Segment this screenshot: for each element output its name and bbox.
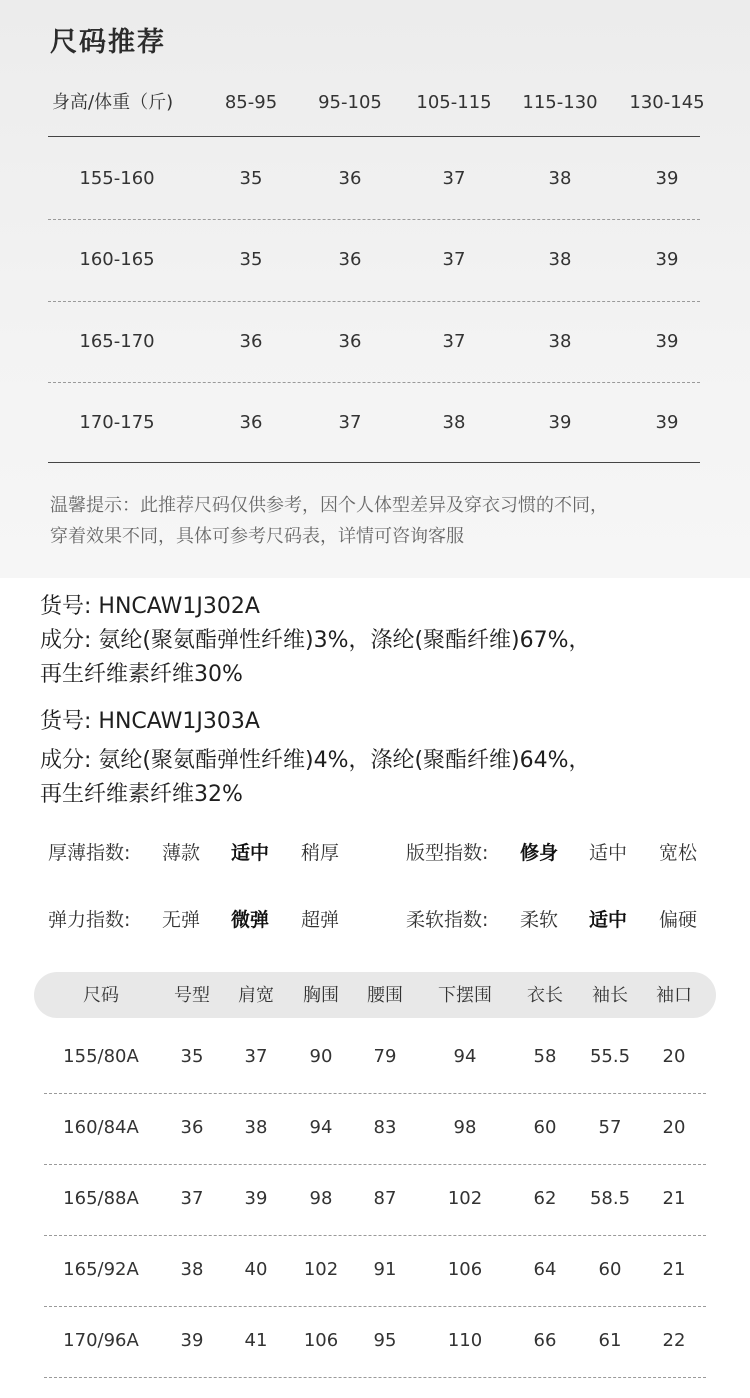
elasticity-option: 无弹 xyxy=(162,909,201,931)
row-divider xyxy=(44,1377,706,1378)
size-cell: 39 xyxy=(655,168,679,189)
corner-header: 身高/体重（斤) xyxy=(52,92,174,113)
spec-header-cell: 腰围 xyxy=(367,985,403,1006)
section-title: 尺码推荐 xyxy=(50,27,166,58)
composition-line: 再生纤维素纤维30% xyxy=(40,662,243,687)
softness-option: 柔软 xyxy=(520,909,559,931)
softness-option-selected: 适中 xyxy=(589,909,628,931)
spec-header-cell: 衣长 xyxy=(527,985,563,1006)
size-tip xyxy=(50,490,710,552)
weight-range-header: 115-130 xyxy=(522,92,598,113)
spec-cell: 20 xyxy=(662,1046,686,1067)
spec-cell: 170/96A xyxy=(63,1330,139,1351)
spec-header-cell: 袖长 xyxy=(592,985,628,1006)
spec-cell: 106 xyxy=(303,1330,339,1351)
sku-line: 货号: HNCAW1J302A xyxy=(40,594,260,619)
spec-cell: 58.5 xyxy=(589,1188,631,1209)
size-cell: 39 xyxy=(655,412,679,433)
size-cell: 39 xyxy=(548,412,572,433)
size-cell: 37 xyxy=(442,249,466,270)
weight-range-header: 85-95 xyxy=(224,92,278,113)
weight-range-header: 130-145 xyxy=(629,92,705,113)
fit-index-label: 版型指数: xyxy=(406,842,489,864)
size-tip-line: 穿着效果不同，具体可参考尺码表，详情可咨询客服 xyxy=(50,526,464,547)
spec-cell: 35 xyxy=(180,1046,204,1067)
spec-header-cell: 号型 xyxy=(174,985,210,1006)
row-divider xyxy=(44,1164,706,1165)
spec-header-cell: 下摆围 xyxy=(438,985,492,1006)
spec-header-cell: 袖口 xyxy=(656,985,692,1006)
composition-line: 成分: 氨纶(聚氨酯弹性纤维)4%，涤纶(聚酯纤维)64%， xyxy=(40,748,591,773)
row-divider xyxy=(44,1306,706,1307)
spec-cell: 37 xyxy=(244,1046,268,1067)
spec-cell: 58 xyxy=(533,1046,557,1067)
spec-cell: 98 xyxy=(453,1117,477,1138)
size-cell: 36 xyxy=(338,168,362,189)
spec-cell: 37 xyxy=(180,1188,204,1209)
row-divider xyxy=(44,1093,706,1094)
size-cell: 36 xyxy=(239,331,263,352)
table-bottom-border xyxy=(48,462,700,463)
spec-cell: 102 xyxy=(447,1188,483,1209)
spec-cell: 60 xyxy=(533,1117,557,1138)
spec-header-cell: 肩宽 xyxy=(238,985,274,1006)
size-cell: 36 xyxy=(338,249,362,270)
elasticity-index-label: 弹力指数: xyxy=(48,909,131,931)
size-cell: 37 xyxy=(442,168,466,189)
spec-cell: 38 xyxy=(180,1259,204,1280)
spec-cell: 55.5 xyxy=(589,1046,631,1067)
row-divider xyxy=(48,301,700,302)
spec-cell: 22 xyxy=(662,1330,686,1351)
size-cell: 36 xyxy=(239,412,263,433)
size-recommendation-section xyxy=(0,0,750,578)
spec-cell: 62 xyxy=(533,1188,557,1209)
spec-cell: 39 xyxy=(180,1330,204,1351)
spec-cell: 64 xyxy=(533,1259,557,1280)
size-cell: 35 xyxy=(239,168,263,189)
spec-cell: 91 xyxy=(373,1259,397,1280)
spec-cell: 36 xyxy=(180,1117,204,1138)
spec-cell: 66 xyxy=(533,1330,557,1351)
spec-cell: 106 xyxy=(447,1259,483,1280)
spec-cell: 110 xyxy=(447,1330,483,1351)
spec-cell: 21 xyxy=(662,1188,686,1209)
thickness-index-label: 厚薄指数: xyxy=(48,842,131,864)
thickness-option-selected: 适中 xyxy=(231,842,270,864)
height-range: 160-165 xyxy=(79,249,155,270)
spec-cell: 60 xyxy=(598,1259,622,1280)
row-divider xyxy=(48,219,700,220)
height-range: 170-175 xyxy=(79,412,155,433)
elasticity-option: 超弹 xyxy=(301,909,340,931)
spec-cell: 94 xyxy=(453,1046,477,1067)
spec-cell: 160/84A xyxy=(63,1117,139,1138)
size-cell: 38 xyxy=(548,249,572,270)
spec-cell: 98 xyxy=(309,1188,333,1209)
size-cell: 35 xyxy=(239,249,263,270)
thickness-option: 稍厚 xyxy=(301,842,340,864)
weight-range-header: 95-105 xyxy=(318,92,382,113)
spec-cell: 165/92A xyxy=(63,1259,139,1280)
spec-cell: 61 xyxy=(598,1330,622,1351)
softness-option: 偏硬 xyxy=(659,909,698,931)
spec-cell: 155/80A xyxy=(63,1046,139,1067)
spec-cell: 39 xyxy=(244,1188,268,1209)
size-cell: 39 xyxy=(655,249,679,270)
header-divider xyxy=(48,136,700,137)
spec-cell: 95 xyxy=(373,1330,397,1351)
size-cell: 36 xyxy=(338,331,362,352)
composition-line: 再生纤维素纤维32% xyxy=(40,782,243,807)
spec-header-cell: 尺码 xyxy=(83,985,119,1006)
spec-cell: 20 xyxy=(662,1117,686,1138)
spec-cell: 83 xyxy=(373,1117,397,1138)
fit-option: 宽松 xyxy=(659,842,698,864)
spec-cell: 38 xyxy=(244,1117,268,1138)
spec-cell: 40 xyxy=(244,1259,268,1280)
size-cell: 38 xyxy=(548,168,572,189)
spec-cell: 21 xyxy=(662,1259,686,1280)
fit-option-selected: 修身 xyxy=(520,842,559,864)
size-cell: 38 xyxy=(442,412,466,433)
thickness-option: 薄款 xyxy=(162,842,201,864)
spec-cell: 41 xyxy=(244,1330,268,1351)
size-cell: 39 xyxy=(655,331,679,352)
softness-index-label: 柔软指数: xyxy=(406,909,489,931)
size-cell: 37 xyxy=(338,412,362,433)
spec-cell: 79 xyxy=(373,1046,397,1067)
row-divider xyxy=(44,1235,706,1236)
spec-cell: 165/88A xyxy=(63,1188,139,1209)
size-tip-line: 温馨提示：此推荐尺码仅供参考，因个人体型差异及穿衣习惯的不同， xyxy=(50,495,608,516)
fit-option: 适中 xyxy=(589,842,628,864)
sku-line: 货号: HNCAW1J303A xyxy=(40,709,260,734)
size-cell: 38 xyxy=(548,331,572,352)
spec-cell: 57 xyxy=(598,1117,622,1138)
spec-cell: 90 xyxy=(309,1046,333,1067)
height-range: 165-170 xyxy=(79,331,155,352)
spec-cell: 87 xyxy=(373,1188,397,1209)
composition-line: 成分: 氨纶(聚氨酯弹性纤维)3%，涤纶(聚酯纤维)67%， xyxy=(40,628,591,653)
spec-cell: 94 xyxy=(309,1117,333,1138)
spec-header-cell: 胸围 xyxy=(303,985,339,1006)
weight-range-header: 105-115 xyxy=(416,92,492,113)
elasticity-option-selected: 微弹 xyxy=(231,909,270,931)
row-divider xyxy=(48,382,700,383)
size-cell: 37 xyxy=(442,331,466,352)
spec-cell: 102 xyxy=(303,1259,339,1280)
height-range: 155-160 xyxy=(79,168,155,189)
